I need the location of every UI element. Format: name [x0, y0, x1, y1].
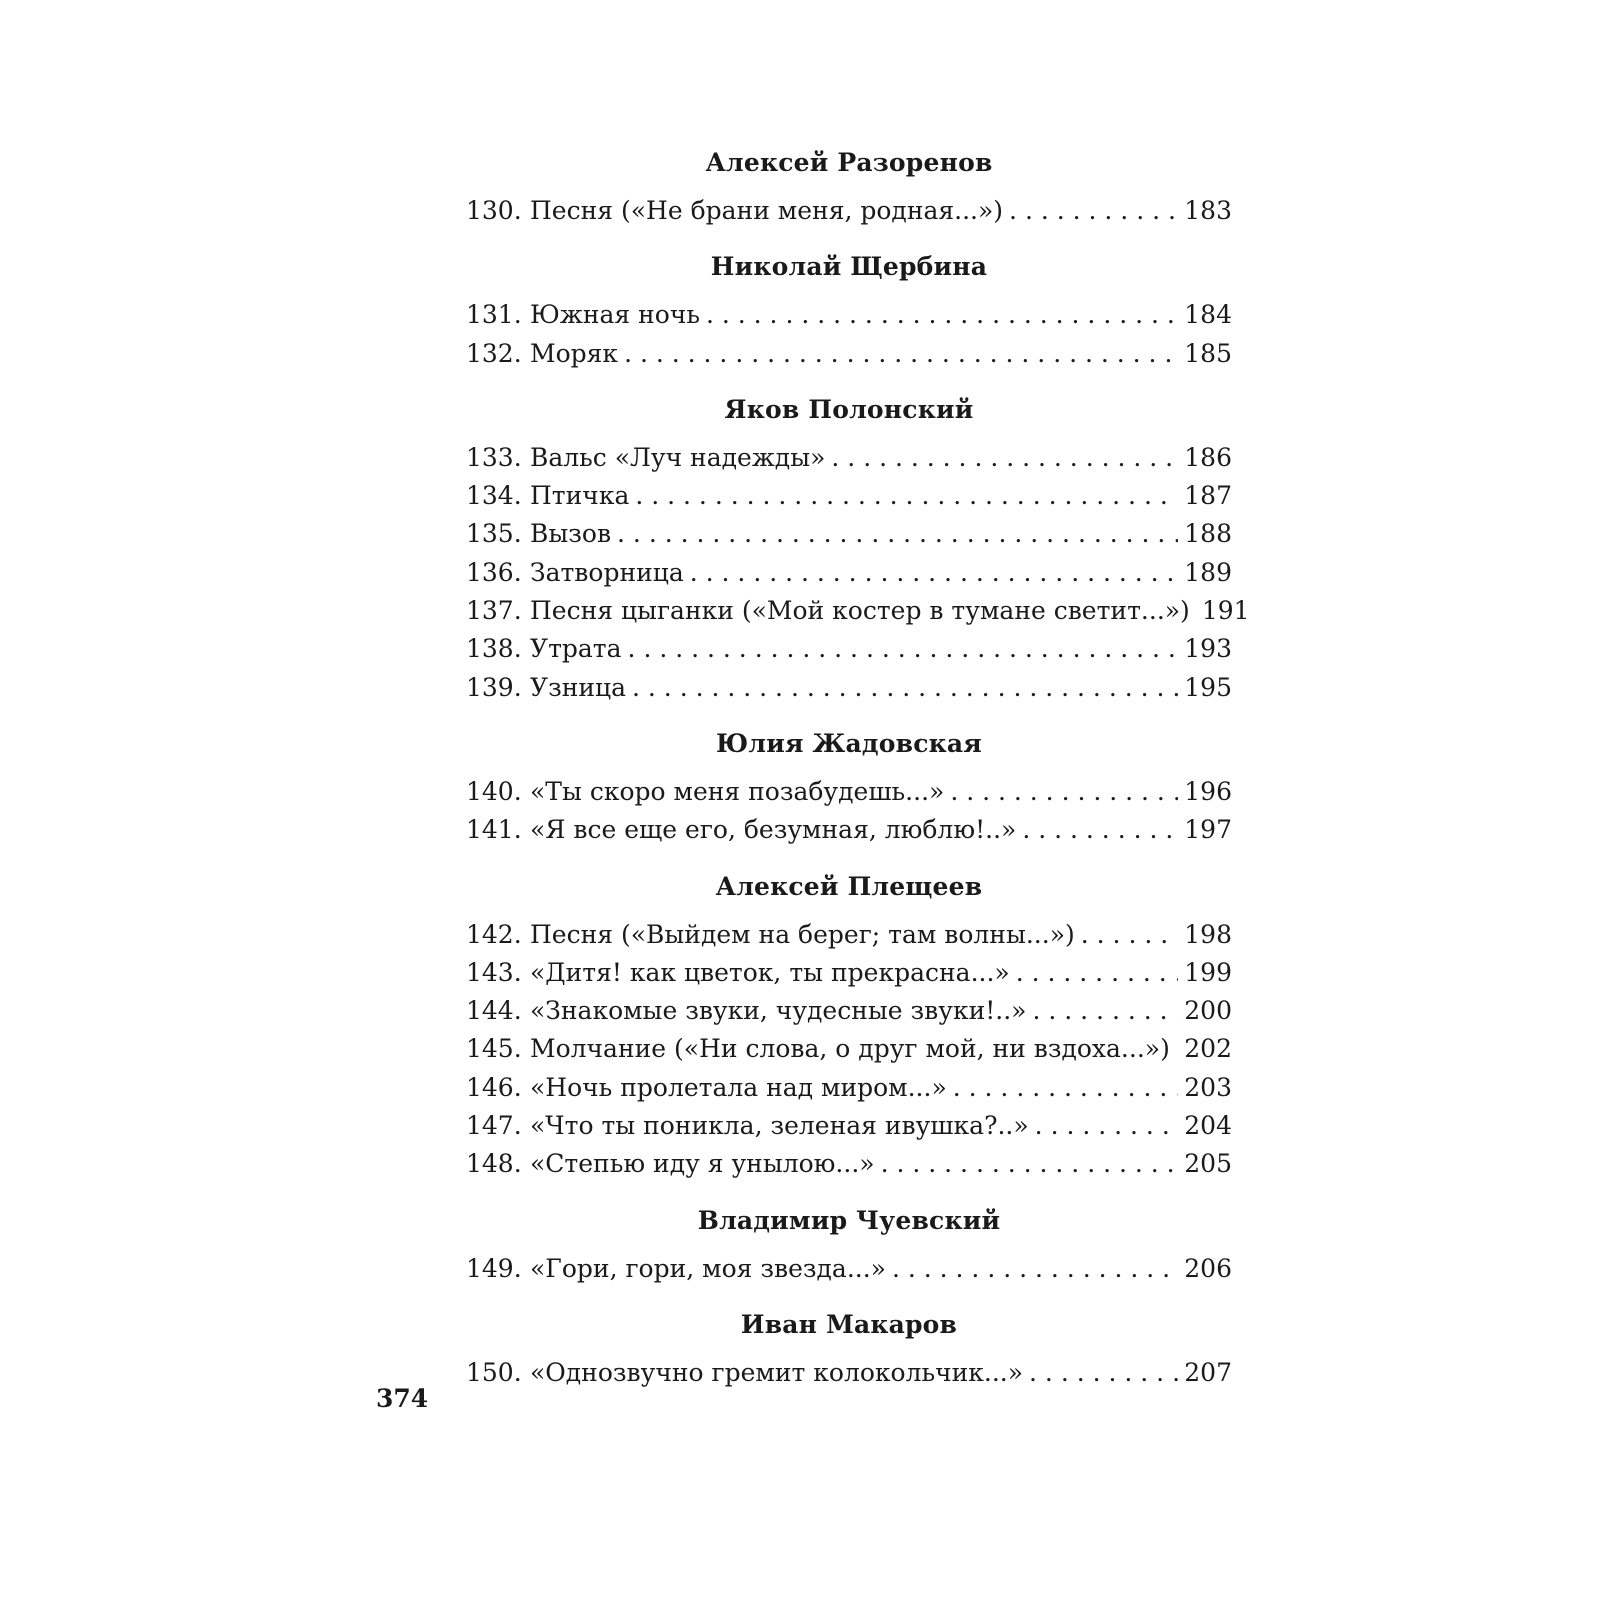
toc-entry	[466, 954, 1232, 992]
entry-page: 195	[1184, 672, 1232, 702]
dot-leader	[1022, 811, 1178, 849]
dot-leader	[632, 669, 1178, 707]
toc-entry	[466, 630, 1232, 668]
author-heading: Алексей Разоренов	[705, 148, 993, 177]
entry-page: 188	[1184, 519, 1232, 549]
dot-leader	[1029, 1354, 1178, 1392]
entry-title: «Что ты поникла, зеленая ивушка?..»	[530, 1111, 1029, 1141]
toc-entry	[466, 1069, 1232, 1107]
dot-leader	[1035, 1107, 1179, 1145]
dot-leader	[635, 477, 1178, 515]
toc-entry	[466, 669, 1232, 707]
toc-entry	[466, 477, 1232, 515]
entry-title: «Дитя! как цветок, ты прекрасна...»	[530, 957, 1010, 987]
entry-page: 186	[1184, 442, 1232, 472]
entry-title: «Однозвучно гремит колокольчик...»	[530, 1357, 1024, 1387]
toc-entry	[466, 1107, 1232, 1145]
dot-leader	[617, 515, 1178, 553]
dot-leader	[706, 296, 1178, 334]
author-heading: Юлия Жадовская	[716, 728, 982, 758]
entry-number: 145.	[466, 1034, 522, 1064]
entry-page: 185	[1184, 338, 1232, 368]
entry-page: 189	[1184, 557, 1232, 587]
entry-page: 197	[1184, 815, 1232, 845]
dot-leader	[628, 630, 1179, 668]
toc-entry	[466, 992, 1232, 1030]
table-of-contents	[466, 144, 1250, 1392]
entry-page: 187	[1184, 481, 1232, 511]
entry-title: Вальс «Луч надежды»	[530, 442, 826, 472]
toc-section	[466, 1306, 1232, 1392]
toc-entry	[466, 1030, 1232, 1068]
entry-title: Вызов	[530, 519, 612, 549]
entry-number: 139.	[466, 672, 522, 702]
entry-title: Затворница	[530, 557, 684, 587]
entry-page: 200	[1184, 996, 1232, 1026]
entry-page: 203	[1184, 1072, 1232, 1102]
dot-leader	[1009, 192, 1178, 230]
toc-entry	[466, 773, 1232, 811]
dot-leader	[881, 1145, 1179, 1183]
toc-entry	[466, 1250, 1232, 1288]
dot-leader	[624, 335, 1178, 373]
entry-number: 147.	[466, 1111, 522, 1141]
entry-page: 205	[1184, 1149, 1232, 1179]
page-number: 374	[376, 1384, 429, 1413]
dot-leader	[831, 439, 1178, 477]
entry-number: 149.	[466, 1253, 522, 1283]
entry-number: 143.	[466, 957, 522, 987]
toc-entry	[466, 515, 1232, 553]
entry-number: 150.	[466, 1357, 522, 1387]
entry-number: 140.	[466, 776, 522, 806]
entry-number: 141.	[466, 815, 522, 845]
author-heading: Алексей Плещеев	[715, 871, 983, 901]
entry-number: 130.	[466, 196, 522, 225]
entry-title: Песня («Не брани меня, родная...»)	[530, 196, 1004, 225]
toc-entry	[466, 335, 1232, 373]
toc-entry	[466, 916, 1232, 954]
entry-title: «Знакомые звуки, чудесные звуки!..»	[530, 996, 1027, 1026]
dot-leader	[892, 1250, 1178, 1288]
entry-title: Песня («Выйдем на берег; там волны...»)	[530, 919, 1075, 949]
entry-title: «Ты скоро меня позабудешь...»	[530, 776, 945, 806]
toc-entry	[466, 439, 1232, 477]
entry-title: Утрата	[530, 634, 622, 664]
entry-title: Птичка	[530, 481, 630, 511]
entry-page: 193	[1184, 634, 1232, 664]
entry-number: 136.	[466, 557, 522, 587]
entry-title: Южная ночь	[530, 300, 700, 330]
toc-section	[466, 1202, 1232, 1288]
toc-entry	[466, 296, 1232, 334]
entry-number: 131.	[466, 300, 522, 330]
entry-page: 184	[1184, 300, 1232, 330]
toc-entry	[466, 192, 1232, 230]
entry-number: 138.	[466, 634, 522, 664]
dot-leader	[1032, 992, 1178, 1030]
toc-section	[466, 248, 1232, 373]
dot-leader	[950, 773, 1178, 811]
toc-entry	[466, 1354, 1232, 1392]
toc-section	[466, 391, 1250, 707]
entry-page: 199	[1184, 957, 1232, 987]
toc-section	[466, 725, 1232, 850]
entry-title: Молчание («Ни слова, о друг мой, ни вздоха...»)	[530, 1034, 1170, 1064]
entry-title: «Ночь пролетала над миром...»	[530, 1072, 947, 1102]
entry-page: 202	[1184, 1034, 1232, 1064]
entry-page: 207	[1184, 1357, 1232, 1387]
entry-page: 191	[1201, 596, 1250, 626]
entry-page: 206	[1184, 1253, 1232, 1283]
author-heading: Владимир Чуевский	[697, 1205, 1001, 1235]
entry-number: 142.	[466, 919, 522, 949]
entry-number: 148.	[466, 1149, 522, 1179]
entry-title: «Я все еще его, безумная, люблю!..»	[530, 815, 1017, 845]
dot-leader	[690, 554, 1179, 592]
entry-number: 133.	[466, 442, 522, 472]
entry-title: Моряк	[530, 338, 619, 368]
author-heading: Яков Полонский	[724, 394, 974, 424]
entry-number: 135.	[466, 519, 522, 549]
entry-title: Песня цыганки («Мой костер в тумане светит...»)	[530, 596, 1190, 626]
entry-title: «Гори, гори, моя звезда...»	[530, 1253, 886, 1283]
toc-section	[466, 144, 1232, 230]
entry-number: 137.	[466, 596, 522, 626]
dot-leader	[1081, 916, 1179, 954]
toc-section	[466, 868, 1232, 1184]
toc-entry	[466, 592, 1250, 630]
entry-number: 134.	[466, 481, 522, 511]
dot-leader	[953, 1069, 1179, 1107]
dot-leader	[1016, 954, 1179, 992]
author-heading: Иван Макаров	[740, 1309, 958, 1339]
entry-title: «Степью иду я унылою...»	[530, 1149, 875, 1179]
entry-number: 144.	[466, 996, 522, 1026]
entry-page: 198	[1184, 919, 1232, 949]
entry-page: 183	[1184, 196, 1232, 225]
toc-entry	[466, 1145, 1232, 1183]
entry-title: Узница	[530, 672, 627, 702]
toc-entry	[466, 811, 1232, 849]
toc-entry	[466, 554, 1232, 592]
entry-page: 204	[1184, 1111, 1232, 1141]
entry-number: 146.	[466, 1072, 522, 1102]
entry-number: 132.	[466, 338, 522, 368]
author-heading: Николай Щербина	[710, 252, 988, 282]
entry-page: 196	[1184, 776, 1232, 806]
